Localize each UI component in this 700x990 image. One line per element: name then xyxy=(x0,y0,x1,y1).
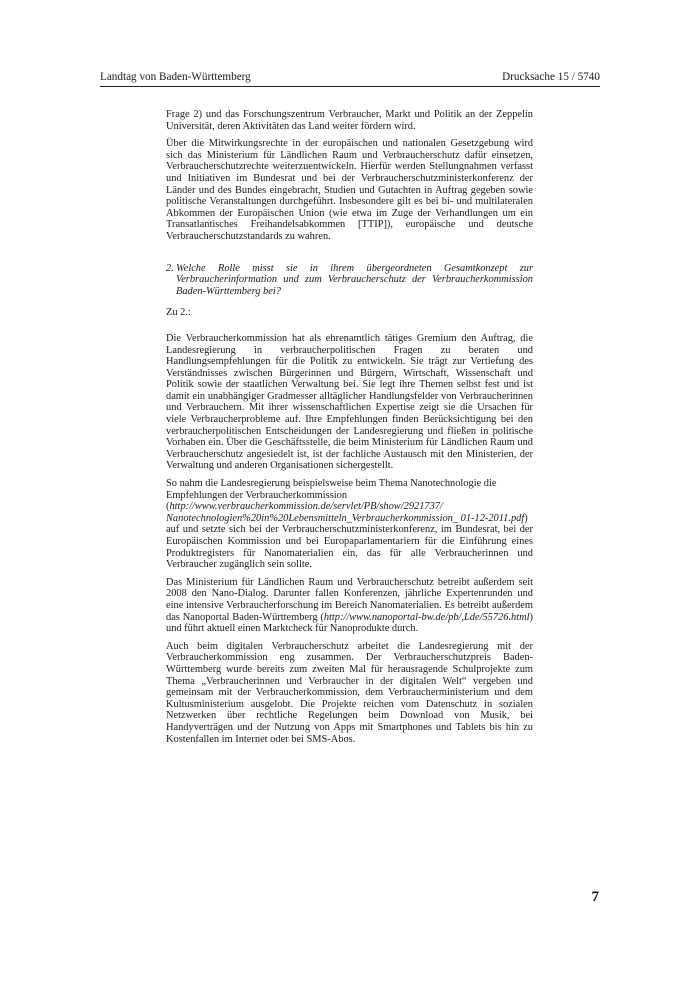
nanoportal-link[interactable]: http://www.nanoportal-bw.de/pb/,Lde/55726.html xyxy=(323,611,530,623)
page-number: 7 xyxy=(591,889,599,905)
header-parliament: Landtag von Baden-Württemberg xyxy=(100,71,251,83)
paragraph-5-part1: Das Ministerium für Ländlichen Raum und Verbraucherschutz betreibt außerdem seit 2008 den Nano-Dialog. Darunter fallen Konferenzen, jährliche Expertenrunden und eine intensive Verbraucherforschung im Bereich Nanomaterialien. Es betreibt außerdem das Nanoportal Baden-Württemberg ( xyxy=(166,576,533,623)
paragraph-4-intro: So nahm die Landesregierung beispielsweise beim Thema Nanotechnologie die Empfehlungen der Verbraucherkommission xyxy=(166,478,497,501)
paragraph-5-part2: ) und führt aktuell einen Marktcheck für Nanoprodukte durch. xyxy=(166,611,533,635)
header-rule xyxy=(100,86,600,87)
paragraph-6: Auch beim digitalen Verbraucherschutz arbeitet die Landesregierung mit der Verbraucherkommission eng zusammen. Der Verbraucherschutzpreis Baden-Württemberg wurde bereits zum zweiten Mal für herausragende Schulprojekte zum Thema „Verbraucherinnen und Verbraucher in der digitalen Welt“ vergeben und gemeinsam mit der Verbraucherkommission, dem Verbraucherministerium und dem Kultusministerium ausgelobt. Die Projekte reichen vom Datenschutz in sozialen Netzwerken über rechtliche Regelungen beim Download von Musik, bei Handyverträgen und der Nutzung von Apps mit Smartphones und Tablets bis hin zu Kostenfallen im Internet oder bei SMS-Abos. xyxy=(166,640,533,745)
paragraph-4: So nahm die Landesregierung beispielsweise beim Thema Nanotechnologie die Empfehlungen der Verbraucherkommission (http://www.verbraucherkommission.de/servlet/PB/show/2921737/ Nanotechnologien%20in%20Lebensmitteln_Verbraucherkommission_ 01-12-2011.pdf) auf und setzte sich bei der Verbraucherschutzministerkonferenz, im Bundesrat, bei der Europäischen Kommission und bei Europaparlamentariern für die Einführung eines Produktregisters für Nanomaterialien ein, das für alle Verbraucherinnen und Verbraucher zugänglich sein sollte. xyxy=(166,478,533,571)
document-body xyxy=(166,109,533,751)
answer-label: Zu 2.: xyxy=(166,307,191,319)
nanotech-recommendation-link[interactable]: http://www.verbraucherkommission.de/servlet/PB/show/2921737/ Nanotechnologien%20in%20Lebensmitteln_Verbraucherkommission_ 01-12-2011.pdf xyxy=(166,501,525,524)
paragraph-4-rest: auf und setzte sich bei der Verbraucherschutzministerkonferenz, im Bundesrat, bei der Europäischen Kommission und bei Europaparlamentariern für die Einführung eines Produktregisters für Nanomaterialien ein, das für alle Verbraucherinnen und Verbraucher zugänglich sein sollte. xyxy=(166,524,533,571)
question-number: 2. xyxy=(166,262,174,274)
question-text: Welche Rolle misst sie in ihrem übergeordneten Gesamtkonzept zur Verbraucherinformation und zum Verbraucherschutz der Verbraucherkommission Baden-Württemberg bei? xyxy=(176,262,533,297)
question-2 xyxy=(166,263,533,298)
paragraph-1: Frage 2) und das Forschungszentrum Verbraucher, Markt und Politik an der Zeppelin Universität, deren Aktivitäten das Land weiter fördern wird. xyxy=(166,109,533,132)
paragraph-2: Über die Mitwirkungsrechte in der europäischen und nationalen Gesetzgebung wird sich das Ministerium für Ländlichen Raum und Verbraucherschutz dafür einsetzen, Verbraucherschutzrechte weiterzuentwickeln. Hierfür werden Stellungnahmen verfasst und Initiativen im Bundesrat und bei der Verbraucherschutzministerkonferenz der Länder und des Bundes eingebracht, Studien und Gutachten in Auftrag gegeben sowie politische Veranstaltungen durchgeführt. Insbesondere gilt es bei bi- und multilateralen Abkommen der Europäischen Union (wie etwa im Zuge der Verhandlungen um ein Transatlantisches Freihandelsabkommen [TTIP]), europäische und deutsche Verbraucherschutzstandards zu wahren. xyxy=(166,138,533,242)
paragraph-3: Die Verbraucherkommission hat als ehrenamtlich tätiges Gremium den Auftrag, die Landesregierung in verbraucherpolitischen Fragen zu beraten und Handlungsempfehlungen für die Politik zu entwickeln. Sie trägt zur Vertiefung des Verständnisses zwischen Bürgerinnen und Bürgern, Wirtschaft, Wissenschaft und Politik sowie der staatlichen Verwaltung bei. Sie legt ihre Themen selbst fest und ist damit ein unabhängiger Gradmesser alltäglicher Handlungsfelder von Verbraucherinnen und Verbrauchern. Mit ihrer wissenschaftlichen Expertise zeigt sie die Ursachen für viele Verbraucherprobleme auf. Ihre Empfehlungen finden Berücksichtigung bei den verbraucherpolitischen Entscheidungen der Landesregierung und fließen in politische Vorhaben ein. Über die Geschäftsstelle, die beim Ministerium für Ländlichen Raum und Verbraucherschutz angesiedelt ist, ist der fachliche Austausch mit den Ministerien, der Verwaltung und anderen Organisationen sichergestellt. xyxy=(166,332,533,472)
paragraph-5 xyxy=(166,577,533,635)
header-document-number: Drucksache 15 / 5740 xyxy=(502,71,600,83)
